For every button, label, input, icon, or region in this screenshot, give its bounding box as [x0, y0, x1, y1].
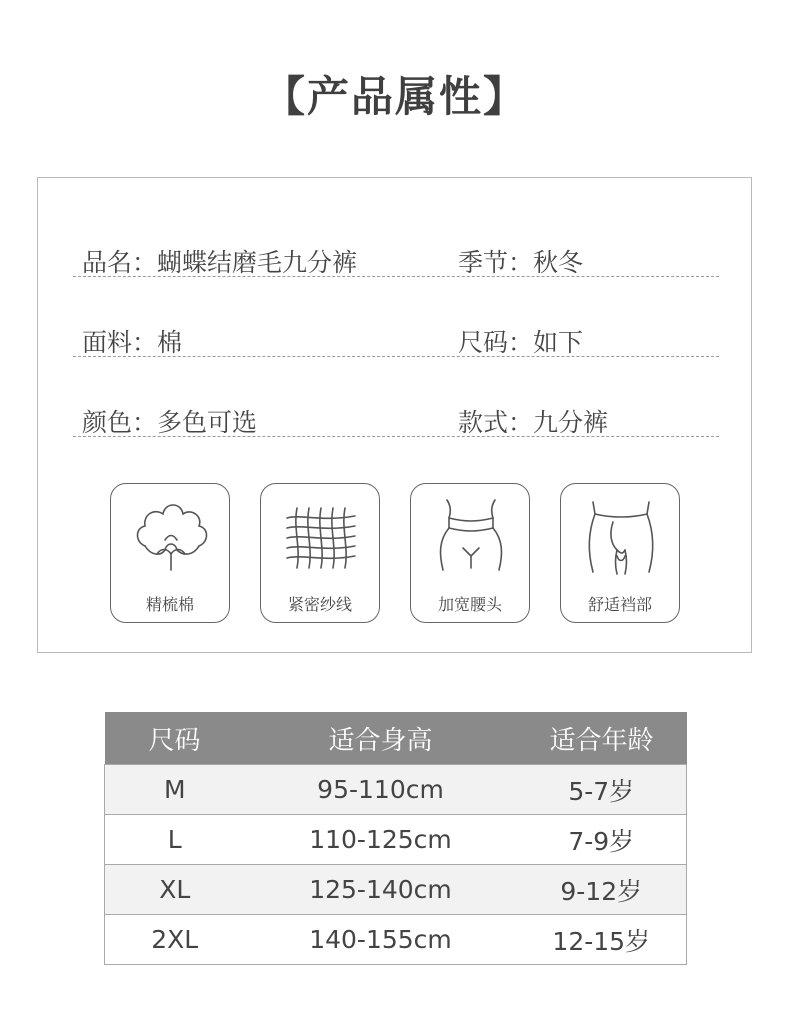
attribute-season: 季节：秋冬 [458, 248, 584, 277]
cell-age: 12-15岁 [517, 915, 687, 965]
header-size: 尺码 [105, 712, 245, 765]
attribute-size: 尺码：如下 [458, 328, 584, 357]
attribute-row [73, 277, 719, 357]
feature-label: 舒适裆部 [587, 595, 652, 614]
cell-height: 95-110cm [245, 765, 517, 815]
cell-age: 5-7岁 [517, 765, 687, 815]
table-row [105, 765, 687, 815]
table-row [105, 865, 687, 915]
attribute-name: 品名：蝴蝶结磨毛九分裤 [82, 248, 358, 277]
table-row [105, 915, 687, 965]
table-row [105, 815, 687, 865]
feature-cotton [110, 483, 230, 623]
feature-label: 精梳棉 [145, 595, 194, 614]
feature-label: 紧密纱线 [287, 595, 352, 614]
cell-size: XL [105, 865, 245, 915]
cotton-icon [131, 494, 211, 584]
cell-size: 2XL [105, 915, 245, 965]
attribute-fabric: 面料：棉 [82, 328, 183, 357]
feature-waistband [410, 483, 530, 623]
cell-height: 125-140cm [245, 865, 517, 915]
cell-height: 140-155cm [245, 915, 517, 965]
attribute-panel [37, 177, 752, 653]
page-title: 【产品属性】 [262, 72, 527, 121]
cell-size: L [105, 815, 245, 865]
attribute-style: 款式：九分裤 [458, 408, 609, 437]
header-height: 适合身高 [245, 712, 517, 765]
size-table [104, 712, 687, 965]
cell-age: 7-9岁 [517, 815, 687, 865]
waistband-icon [431, 494, 511, 584]
feature-label: 加宽腰头 [437, 595, 502, 614]
cell-size: M [105, 765, 245, 815]
cell-age: 9-12岁 [517, 865, 687, 915]
attribute-color: 颜色：多色可选 [82, 408, 258, 437]
size-table-header [105, 712, 687, 765]
attribute-row [73, 357, 719, 437]
attribute-row [73, 197, 719, 277]
feature-crotch [560, 483, 680, 623]
feature-yarn [260, 483, 380, 623]
cell-height: 110-125cm [245, 815, 517, 865]
header-age: 适合年龄 [517, 712, 687, 765]
crotch-icon [581, 494, 661, 584]
yarn-weave-icon [281, 494, 361, 584]
